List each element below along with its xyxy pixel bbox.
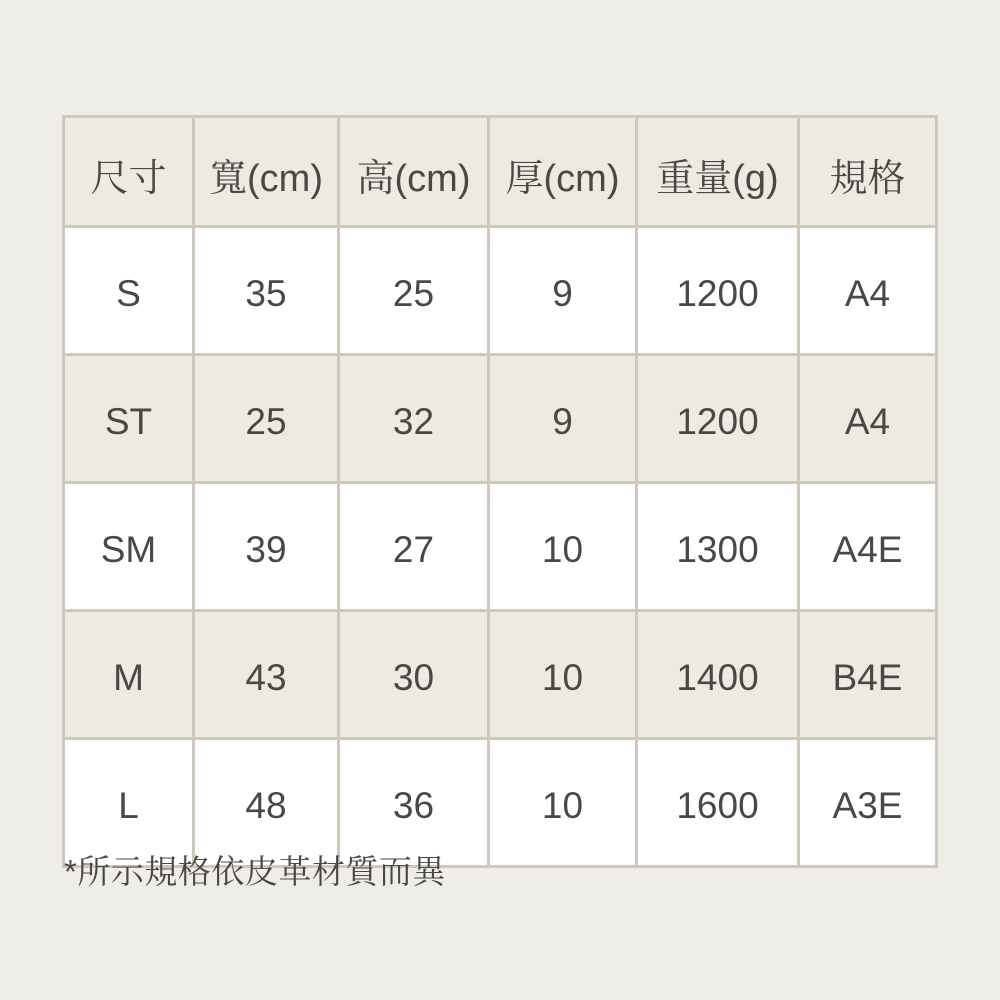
table-row-st [64, 355, 937, 483]
row-label-cell: ST [64, 355, 194, 483]
table-cell: A4 [799, 227, 937, 355]
header-row [64, 117, 937, 227]
header-cell-height: 高(cm) [339, 117, 489, 227]
table-cell: 30 [339, 611, 489, 739]
table-cell: 1200 [637, 227, 799, 355]
table-cell: 32 [339, 355, 489, 483]
table-cell: 48 [194, 739, 339, 867]
table-cell: 43 [194, 611, 339, 739]
table-cell: 39 [194, 483, 339, 611]
table-cell: 1300 [637, 483, 799, 611]
table-cell: 25 [339, 227, 489, 355]
header-cell-width: 寬(cm) [194, 117, 339, 227]
row-label-cell: S [64, 227, 194, 355]
header-cell-spec: 規格 [799, 117, 937, 227]
header-cell-size: 尺寸 [64, 117, 194, 227]
table-cell: 35 [194, 227, 339, 355]
table-cell: 9 [489, 355, 637, 483]
table-cell: B4E [799, 611, 937, 739]
row-label-cell: SM [64, 483, 194, 611]
table-row-m [64, 611, 937, 739]
footnote: *所示規格依皮革材質而異 [64, 853, 446, 890]
row-label-cell: L [64, 739, 194, 867]
table-cell: A3E [799, 739, 937, 867]
table-cell: 10 [489, 483, 637, 611]
table-cell: 25 [194, 355, 339, 483]
table-cell: 1400 [637, 611, 799, 739]
table-cell: 10 [489, 611, 637, 739]
table-cell: 9 [489, 227, 637, 355]
header-cell-weight: 重量(g) [637, 117, 799, 227]
table-row-sm [64, 483, 937, 611]
table-cell: 36 [339, 739, 489, 867]
table-cell: 1200 [637, 355, 799, 483]
table-cell: 27 [339, 483, 489, 611]
table-cell: A4E [799, 483, 937, 611]
size-chart-table [62, 115, 938, 868]
table-row-s [64, 227, 937, 355]
header-cell-depth: 厚(cm) [489, 117, 637, 227]
table-cell: A4 [799, 355, 937, 483]
table-cell: 10 [489, 739, 637, 867]
row-label-cell: M [64, 611, 194, 739]
table-cell: 1600 [637, 739, 799, 867]
